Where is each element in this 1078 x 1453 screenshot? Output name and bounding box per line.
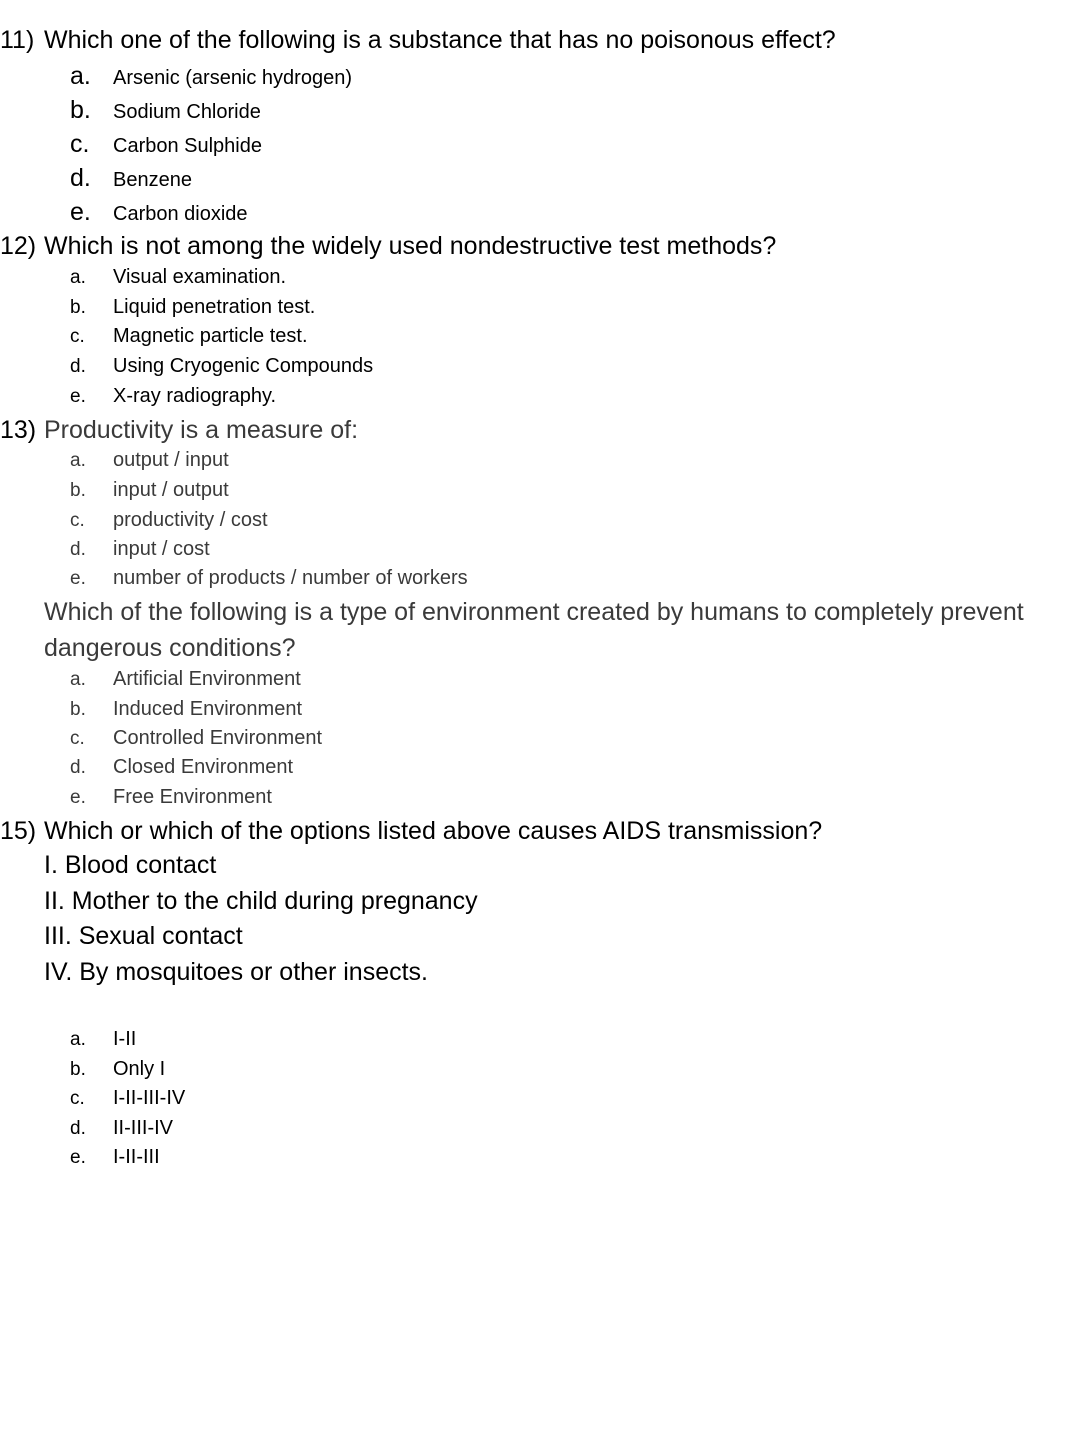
option-text: Closed Environment [113,756,294,778]
option-14-b[interactable] [70,698,302,721]
option-14-e[interactable] [70,786,272,809]
option-letter: b. [70,699,86,720]
option-letter: b. [70,1059,86,1080]
question-number [0,594,44,630]
option-text: input / cost [113,538,210,560]
option-text: Liquid penetration test. [113,296,316,318]
option-13-e[interactable] [70,567,468,590]
option-text: Magnetic particle test. [113,325,308,347]
option-letter: d. [70,356,86,377]
option-15-e[interactable] [70,1146,160,1169]
option-12-b[interactable] [70,296,315,319]
option-12-d[interactable] [70,355,373,378]
option-11-a[interactable] [70,62,352,91]
question-number: 11) [0,26,35,54]
option-text: Artificial Environment [113,668,301,690]
option-text: Arsenic (arsenic hydrogen) [113,67,352,89]
question-number: 15) [0,817,37,845]
question-number: 13) [0,416,37,444]
question-15 [0,813,822,849]
option-text: Sodium Chloride [113,101,261,123]
statement-i: I. Blood contact [44,851,217,879]
option-text: Free Environment [113,786,272,808]
option-text: number of products / number of workers [113,567,468,589]
option-text: Using Cryogenic Compounds [113,355,374,377]
question-text: Which is not among the widely used nondestructive test methods? [44,232,777,260]
option-letter: c. [70,326,85,347]
option-text: Carbon Sulphide [113,135,262,157]
option-text: I-II-III-IV [113,1087,186,1109]
option-letter: a. [70,267,86,288]
option-12-a[interactable] [70,266,286,289]
option-letter: c. [70,1088,85,1109]
option-letter: b. [70,480,86,501]
option-12-c[interactable] [70,325,308,348]
option-text: output / input [113,449,229,471]
option-14-a[interactable] [70,668,301,691]
option-15-b[interactable] [70,1058,165,1081]
option-letter: a. [70,450,86,471]
option-text: Benzene [113,169,192,191]
option-letter: b. [70,297,86,318]
option-letter: d. [70,1118,86,1139]
option-11-c[interactable] [70,130,262,159]
option-11-b[interactable] [70,96,261,125]
option-text: I-II [113,1028,137,1050]
option-text: productivity / cost [113,509,268,531]
option-letter: a. [70,1029,86,1050]
option-letter: d. [70,757,86,778]
statement-iii: III. Sexual contact [44,922,243,950]
question-13 [0,412,358,448]
option-15-d[interactable] [70,1117,173,1140]
option-13-a[interactable] [70,449,229,472]
option-text: Carbon dioxide [113,203,248,225]
option-letter: e. [70,568,86,589]
question-text: Productivity is a measure of: [44,416,359,444]
option-15-c[interactable] [70,1087,185,1110]
option-letter: c. [70,728,85,749]
option-14-c[interactable] [70,727,322,750]
option-text: I-II-III [113,1146,160,1168]
option-text: II-III-IV [113,1117,173,1139]
statement-iv: IV. By mosquitoes or other insects. [44,958,428,986]
option-letter: c. [70,510,85,531]
question-11 [0,22,836,58]
option-letter: c. [70,130,90,158]
question-text: Which or which of the options listed above causes AIDS transmission? [44,817,823,845]
option-letter: e. [70,198,91,226]
option-13-d[interactable] [70,538,210,561]
option-letter: e. [70,787,86,808]
option-letter: d. [70,539,86,560]
option-letter: e. [70,386,86,407]
question-14 [0,594,1060,666]
option-11-e[interactable] [70,198,248,227]
option-11-d[interactable] [70,164,192,193]
option-text: Only I [113,1058,166,1080]
option-letter: d. [70,164,91,192]
option-letter: b. [70,96,91,124]
option-14-d[interactable] [70,756,293,779]
option-text: Controlled Environment [113,727,322,749]
option-13-b[interactable] [70,479,229,502]
option-text: X-ray radiography. [113,385,277,407]
option-text: input / output [113,479,229,501]
question-text: Which of the following is a type of environment created by humans to completely prevent dangerous conditions? [44,598,1024,662]
option-letter: a. [70,62,91,90]
question-text: Which one of the following is a substance that has no poisonous effect? [44,26,836,54]
option-15-a[interactable] [70,1028,136,1051]
option-12-e[interactable] [70,385,276,408]
option-text: Induced Environment [113,698,303,720]
question-number: 12) [0,232,37,260]
option-text: Visual examination. [113,266,287,288]
statement-ii: II. Mother to the child during pregnancy [44,887,478,915]
option-letter: e. [70,1147,86,1168]
option-letter: a. [70,669,86,690]
option-13-c[interactable] [70,509,268,532]
question-12 [0,228,776,264]
